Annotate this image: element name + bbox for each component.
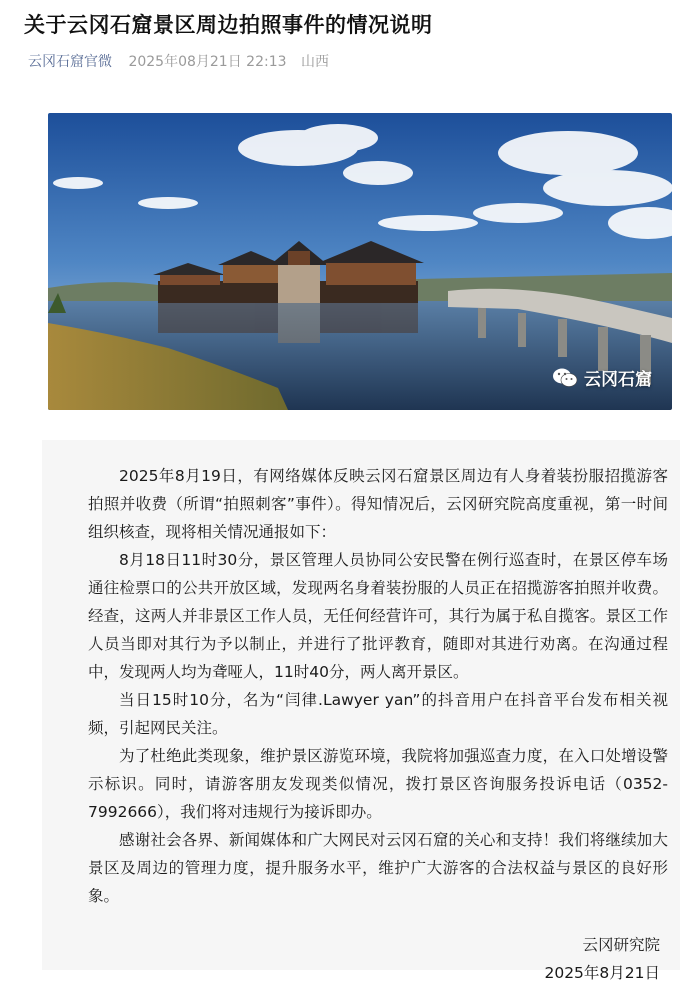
statement-paragraph: 感谢社会各界、新闻媒体和广大网民对云冈石窟的关心和支持！我们将继续加大景区及周边的管理力度，提升服务水平，维护广大游客的合法权益与景区的良好形象。 <box>88 831 668 905</box>
publish-time: 2025年08月21日 22:13 <box>128 54 287 70</box>
statement-body <box>88 462 668 910</box>
account-name-link[interactable]: 云冈石窟官微 <box>28 54 112 70</box>
article-photo <box>48 113 672 410</box>
statement-paragraph: 当日15时10分，名为“闫律.Lawyer yan”的抖音用户在抖音平台发布相关视频，引起网民关注。 <box>88 691 668 737</box>
statement-signature-block <box>544 931 660 987</box>
publish-location: 山西 <box>300 54 329 70</box>
statement-date: 2025年8月21日 <box>544 964 660 982</box>
article-meta <box>28 52 329 72</box>
statement-document <box>42 440 680 982</box>
statement-paragraph: 2025年8月19日，有网络媒体反映云冈石窟景区周边有人身着装扮服招揽游客拍照并收费（所谓“拍照刺客”事件）。得知情况后，云冈研究院高度重视，第一时间组织核查，现将相关情况通报如下： <box>88 467 668 541</box>
wechat-icon <box>552 367 578 389</box>
statement-signature: 云冈研究院 <box>582 936 660 954</box>
watermark-text: 云冈石窟 <box>584 370 652 390</box>
image-watermark <box>552 365 652 390</box>
article-title: 关于云冈石窟景区周边拍照事件的情况说明 <box>24 13 433 37</box>
statement-paragraph: 为了杜绝此类现象，维护景区游览环境，我院将加强巡查力度，在入口处增设警示标识。同时，请游客朋友发现类似情况，拨打景区咨询服务投诉电话（0352-7992666），我们将对违规行为接诉即办。 <box>88 747 668 821</box>
statement-paragraph: 8月18日11时30分，景区管理人员协同公安民警在例行巡查时，在景区停车场通往检票口的公共开放区域，发现两名身着装扮服的人员正在招揽游客拍照并收费。经查，这两人并非景区工作人员，无任何经营许可，其行为属于私自揽客。景区工作人员当即对其行为予以制止，并进行了批评教育，随即对其进行劝离。在沟通过程中，发现两人均为聋哑人，11时40分，两人离开景区。 <box>88 551 668 681</box>
